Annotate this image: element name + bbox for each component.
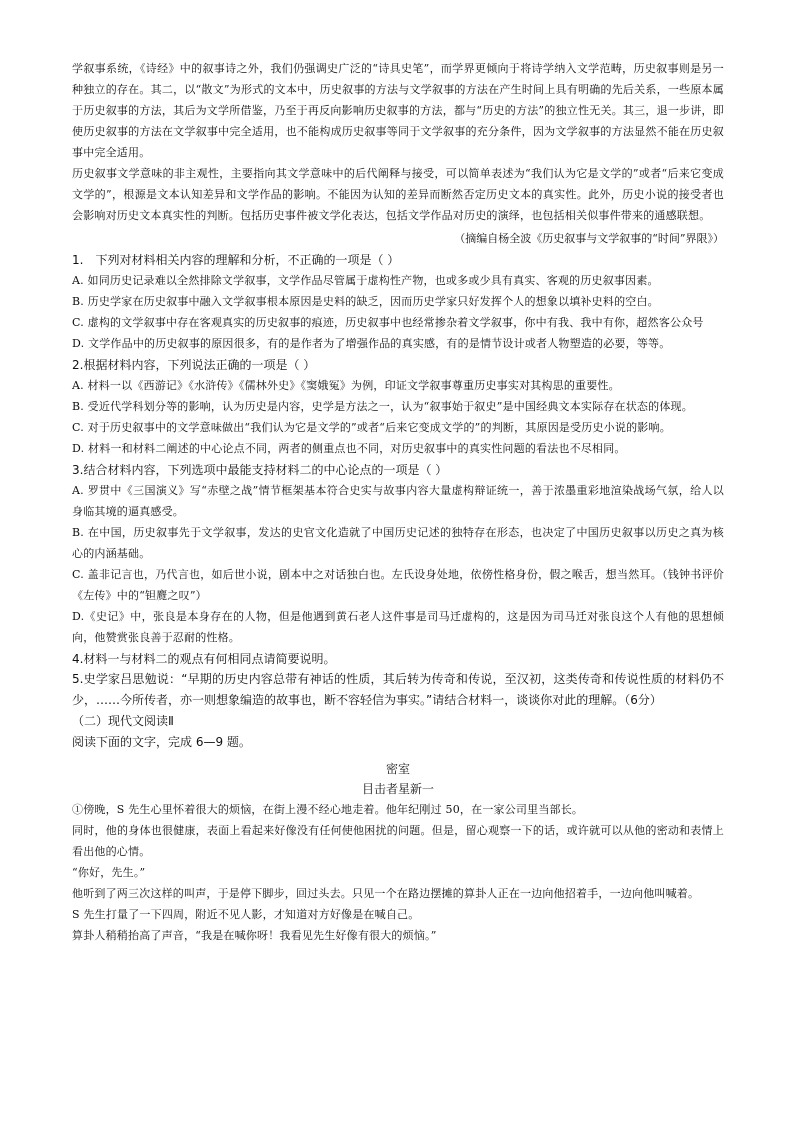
question-2-option-b: B. 受近代学科划分等的影响，认为历史是内容，史学是方法之一，认为“叙事始于叙史”是中国经典文本实际存在状态的体现。 (72, 400, 693, 413)
section-heading: （二）现代文阅读Ⅱ (72, 714, 174, 728)
passage-paragraph-1: 学叙事系统，《诗经》中的叙事诗之外，我们仍强调史广泛的“诗具史笔”，而学界更倾向于将诗学纳入文学范畴，历史叙事则是另一种独立的存在。其二，以“散文”为形式的文本中，历史叙事的方法与文学叙事的方法在产生时间上具有明确的先后关系，一些原本属于历史叙事的方法，其后为文学所借鉴，乃至于再反向影响历史叙事的方法，都与“历史的方法”的独立性无关。其三，退一步讲，即使历史叙事的方法在文学叙事中完全适用，也不能构成历史叙事等同于文学叙事的充分条件，因为文学叙事的方法显然不能在历史叙事中完全适用。 (72, 62, 724, 159)
question-3-option-a: A. 罗贯中《三国演义》写“赤壁之战”情节框架基本符合史实与故事内容大量虚构辩证统一，善于浓墨重彩地渲染战场气氛，给人以身临其境的逼真感受。 (72, 484, 724, 518)
story-line-2: 同时，他的身体也很健康，表面上看起来好像没有任何使他困扰的问题。但是，留心观察一下的话，或许就可以从他的密动和表情上看出他的心情。 (72, 824, 724, 858)
document-page (72, 58, 724, 946)
passage-source: （摘编自杨全波《历史叙事与文学叙事的“时间”界限》） (454, 232, 724, 245)
story-title: 密室 (385, 762, 410, 776)
story-line-6: 算卦人稍稍抬高了声音，“我是在喊你呀！我看见先生好像有很大的烦恼。” (72, 929, 437, 942)
passage-paragraph-2: 历史叙事文学意味的非主观性，主要指向其文学意味中的后代阐释与接受，可以简单表述为“我们认为它是文学的”或者“后来它变成文学的”，根源是文本认知差异和文学作品的影响。不能因为认知的差异而断然否定历史文本的真实性。此外，历史小说的接受者也会影响对历史文本真实性的判断。包括历史事件被文学化表达，包括文学作品对历史的演绎，也包括相关似事件带来的通感联想。 (72, 167, 724, 222)
question-2-option-a: A. 材料一以《西游记》《水浒传》《儒林外史》《窦娥冤》为例，印证文学叙事尊重历史事实对其构思的重要性。 (72, 379, 620, 392)
story-author: 目击者星新一 (361, 782, 434, 796)
question-1-option-b: B. 历史学家在历史叙事中融入文学叙事根本原因是史料的缺乏，因而历史学家只好发挥个人的想象以填补史料的空白。 (72, 295, 659, 308)
question-3-option-c: C. 盖非记言也，乃代言也，如后世小说，剧本中之对话独白也。左氏设身处地，依傍性格身份，假之喉舌，想当然耳。（钱钟书评价《左传》中的“钽麑之叹”） (72, 568, 724, 602)
story-line-4: 他听到了两三次这样的叫声，于是停下脚步，回过头去。只见一个在路边摆摊的算卦人正在一边向他招着手，一边向他叫喊着。 (72, 887, 700, 900)
story-line-5: S 先生打量了一下四周，附近不见人影，才知道对方好像是在喊自己。 (72, 908, 420, 921)
question-2-option-d: D. 材料一和材料二阐述的中心论点不同，两者的侧重点也不同，对历史叙事中的真实性问题的看法也不尽相同。 (72, 442, 626, 455)
question-1-stem: 1. 下列对材料相关内容的理解和分析，不正确的一项是（ ） (72, 253, 400, 267)
question-1-option-a: A. 如同历史记录难以全然排除文学叙事，文学作品尽管属于虚构性产物，也或多或少具有真实、客观的历史叙事因素。 (72, 274, 659, 287)
question-3-option-b: B. 在中国，历史叙事先于文学叙事，发达的史官文化造就了中国历史记述的独特存在形态，也决定了中国历史叙事以历史之真为核心的内涵基础。 (72, 526, 724, 560)
question-4-stem: 4.材料一与材料二的观点有何相同点请简要说明。 (72, 652, 336, 666)
story-line-1: ①傍晚，S 先生心里怀着很大的烦恼，在街上漫不经心地走着。他年纪刚过 50，在一家公司里当部长。 (72, 803, 584, 816)
question-2-option-c: C. 对于历史叙事中的文学意味做出“我们认为它是文学的”或者“后来它变成文学的”的判断，其原因是受历史小说的影响。 (72, 421, 671, 434)
question-1-option-c: C. 虚构的文学叙事中存在客观真实的历史叙事的痕迹，历史叙事中也经常掺杂着文学叙事，你中有我、我中有你，超然客公众号 (72, 316, 704, 329)
question-3-option-d: D.《史记》中，张良是本身存在的人物，但是他遇到黄石老人这件事是司马迁虚构的，这是因为司马迁对张良这个人有他的思想倾向，他赞赏张良善于忍耐的性格。 (72, 610, 724, 644)
question-1-option-d: D. 文学作品中的历史叙事的原因很多，有的是作者为了增强作品的真实感，有的是情节设计或者人物塑造的必要，等等。 (72, 337, 671, 350)
section-instruction: 阅读下面的文字，完成 6—9 题。 (72, 735, 251, 749)
story-line-3: “你好，先生。” (72, 866, 146, 879)
question-2-stem: 2.根据材料内容，下列说法正确的一项是（ ） (72, 358, 316, 372)
question-3-stem: 3.结合材料内容，下列选项中最能支持材料二的中心论点的一项是（ ） (72, 463, 448, 477)
question-5-stem: 5.史学家吕思勉说：“早期的历史内容总带有神话的性质，其后转为传奇和传说，至汉初，这类传奇和传说性质的材料仍不少，……今所传者，亦一则想象编造的故事也，断不容轻信为事实。”请结合材料一，谈谈你对此的理解。（6分） (72, 672, 724, 707)
